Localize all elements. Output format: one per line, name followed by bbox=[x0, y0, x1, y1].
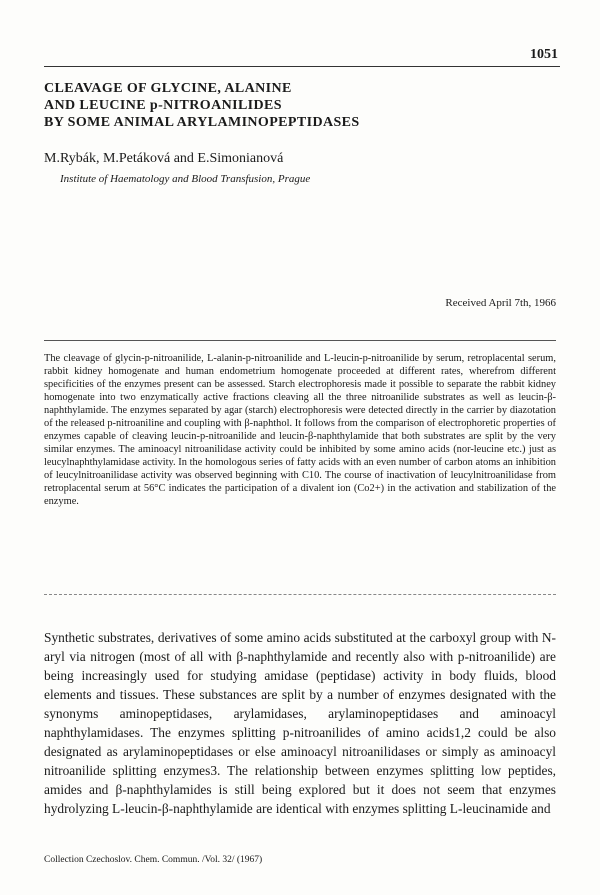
affiliation: Institute of Haematology and Blood Transfusion, Prague bbox=[60, 173, 311, 185]
abstract-bottom-rule bbox=[44, 594, 556, 595]
title-line-2: AND LEUCINE p-NITROANILIDES bbox=[44, 98, 282, 113]
authors: M.Rybák, M.Petáková and E.Simonianová bbox=[44, 151, 284, 166]
abstract-text: The cleavage of glycin-p-nitroanilide, L-alanin-p-nitroanilide and L-leucin-p-nitroanilide by serum, retroplacental serum, rabbit kidney homogenate and human endometrium homogenate proceeded at different rates, wherefrom different specificities of the enzymes present can be assessed. Starch electrophoresis made it possible to separate the rabbit kidney homogenate into two enzymatically active fractions cleaving all the three nitroanilide substrates as well as leucin-β-naphthylamide. The enzymes separated by agar (starch) electrophoresis were detected directly in the carrier by diazotation of the released p-nitroaniline and coupling with β-naphthol. It follows from the comparison of electrophoretic properties of enzymes capable of cleaving leucin-p-nitroanilide and leucin-β-naphthylamide that both substrates are split by the very similar enzymes. The aminoacyl nitroanilidase activity could be inhibited by some amino acids (nor-leucine etc.) just as leucylnaphthylamidase activity. In the homologous series of fatty acids with an even number of carbon atoms an inhibition of leucylnitroanilidase activity was observed beginning with C10. The course of inactivation of leucylnitroanilidase from retroplacental serum at 56°C indicates the participation of a divalent ion (Co2+) in the activation and stabilization of the enzyme. bbox=[44, 353, 556, 507]
body-paragraph: Synthetic substrates, derivatives of some amino acids substituted at the carboxyl group with N-aryl via nitrogen (most of all with β-naphthylamide and recently also with p-nitroanilide) are being increasingly used for studying amidase (peptidase) activity in body fluids, blood elements and tissues. These substances are split by a number of enzymes designated with the synonyms aminopeptidases, arylamidases, arylaminopeptidases and aminoacyl naphthylamidases. The enzymes splitting p-nitroanilides of amino acids1,2 could be also designated as arylaminopeptidases or else aminoacyl nitroanilidases or simply as aminoacyl nitroanilide splitting enzymes3. The relationship between enzymes splitting low peptides, amides and β-naphthylamides is still being explored but it does not seem that enzymes hydrolyzing L-leucin-β-naphthylamide are identical with enzymes splitting L-leucinamide and bbox=[44, 630, 556, 816]
received-date: Received April 7th, 1966 bbox=[445, 297, 556, 309]
body-text bbox=[44, 628, 556, 818]
page-number: 1051 bbox=[530, 47, 558, 62]
header-rule bbox=[44, 66, 560, 67]
article-title bbox=[44, 80, 544, 131]
journal-footer: Collection Czechoslov. Chem. Commun. /Vol. 32/ (1967) bbox=[44, 855, 263, 865]
abstract-top-rule bbox=[44, 340, 556, 341]
title-line-1: CLEAVAGE OF GLYCINE, ALANINE bbox=[44, 81, 292, 96]
title-line-3: BY SOME ANIMAL ARYLAMINOPEPTIDASES bbox=[44, 115, 360, 130]
abstract bbox=[44, 352, 556, 508]
